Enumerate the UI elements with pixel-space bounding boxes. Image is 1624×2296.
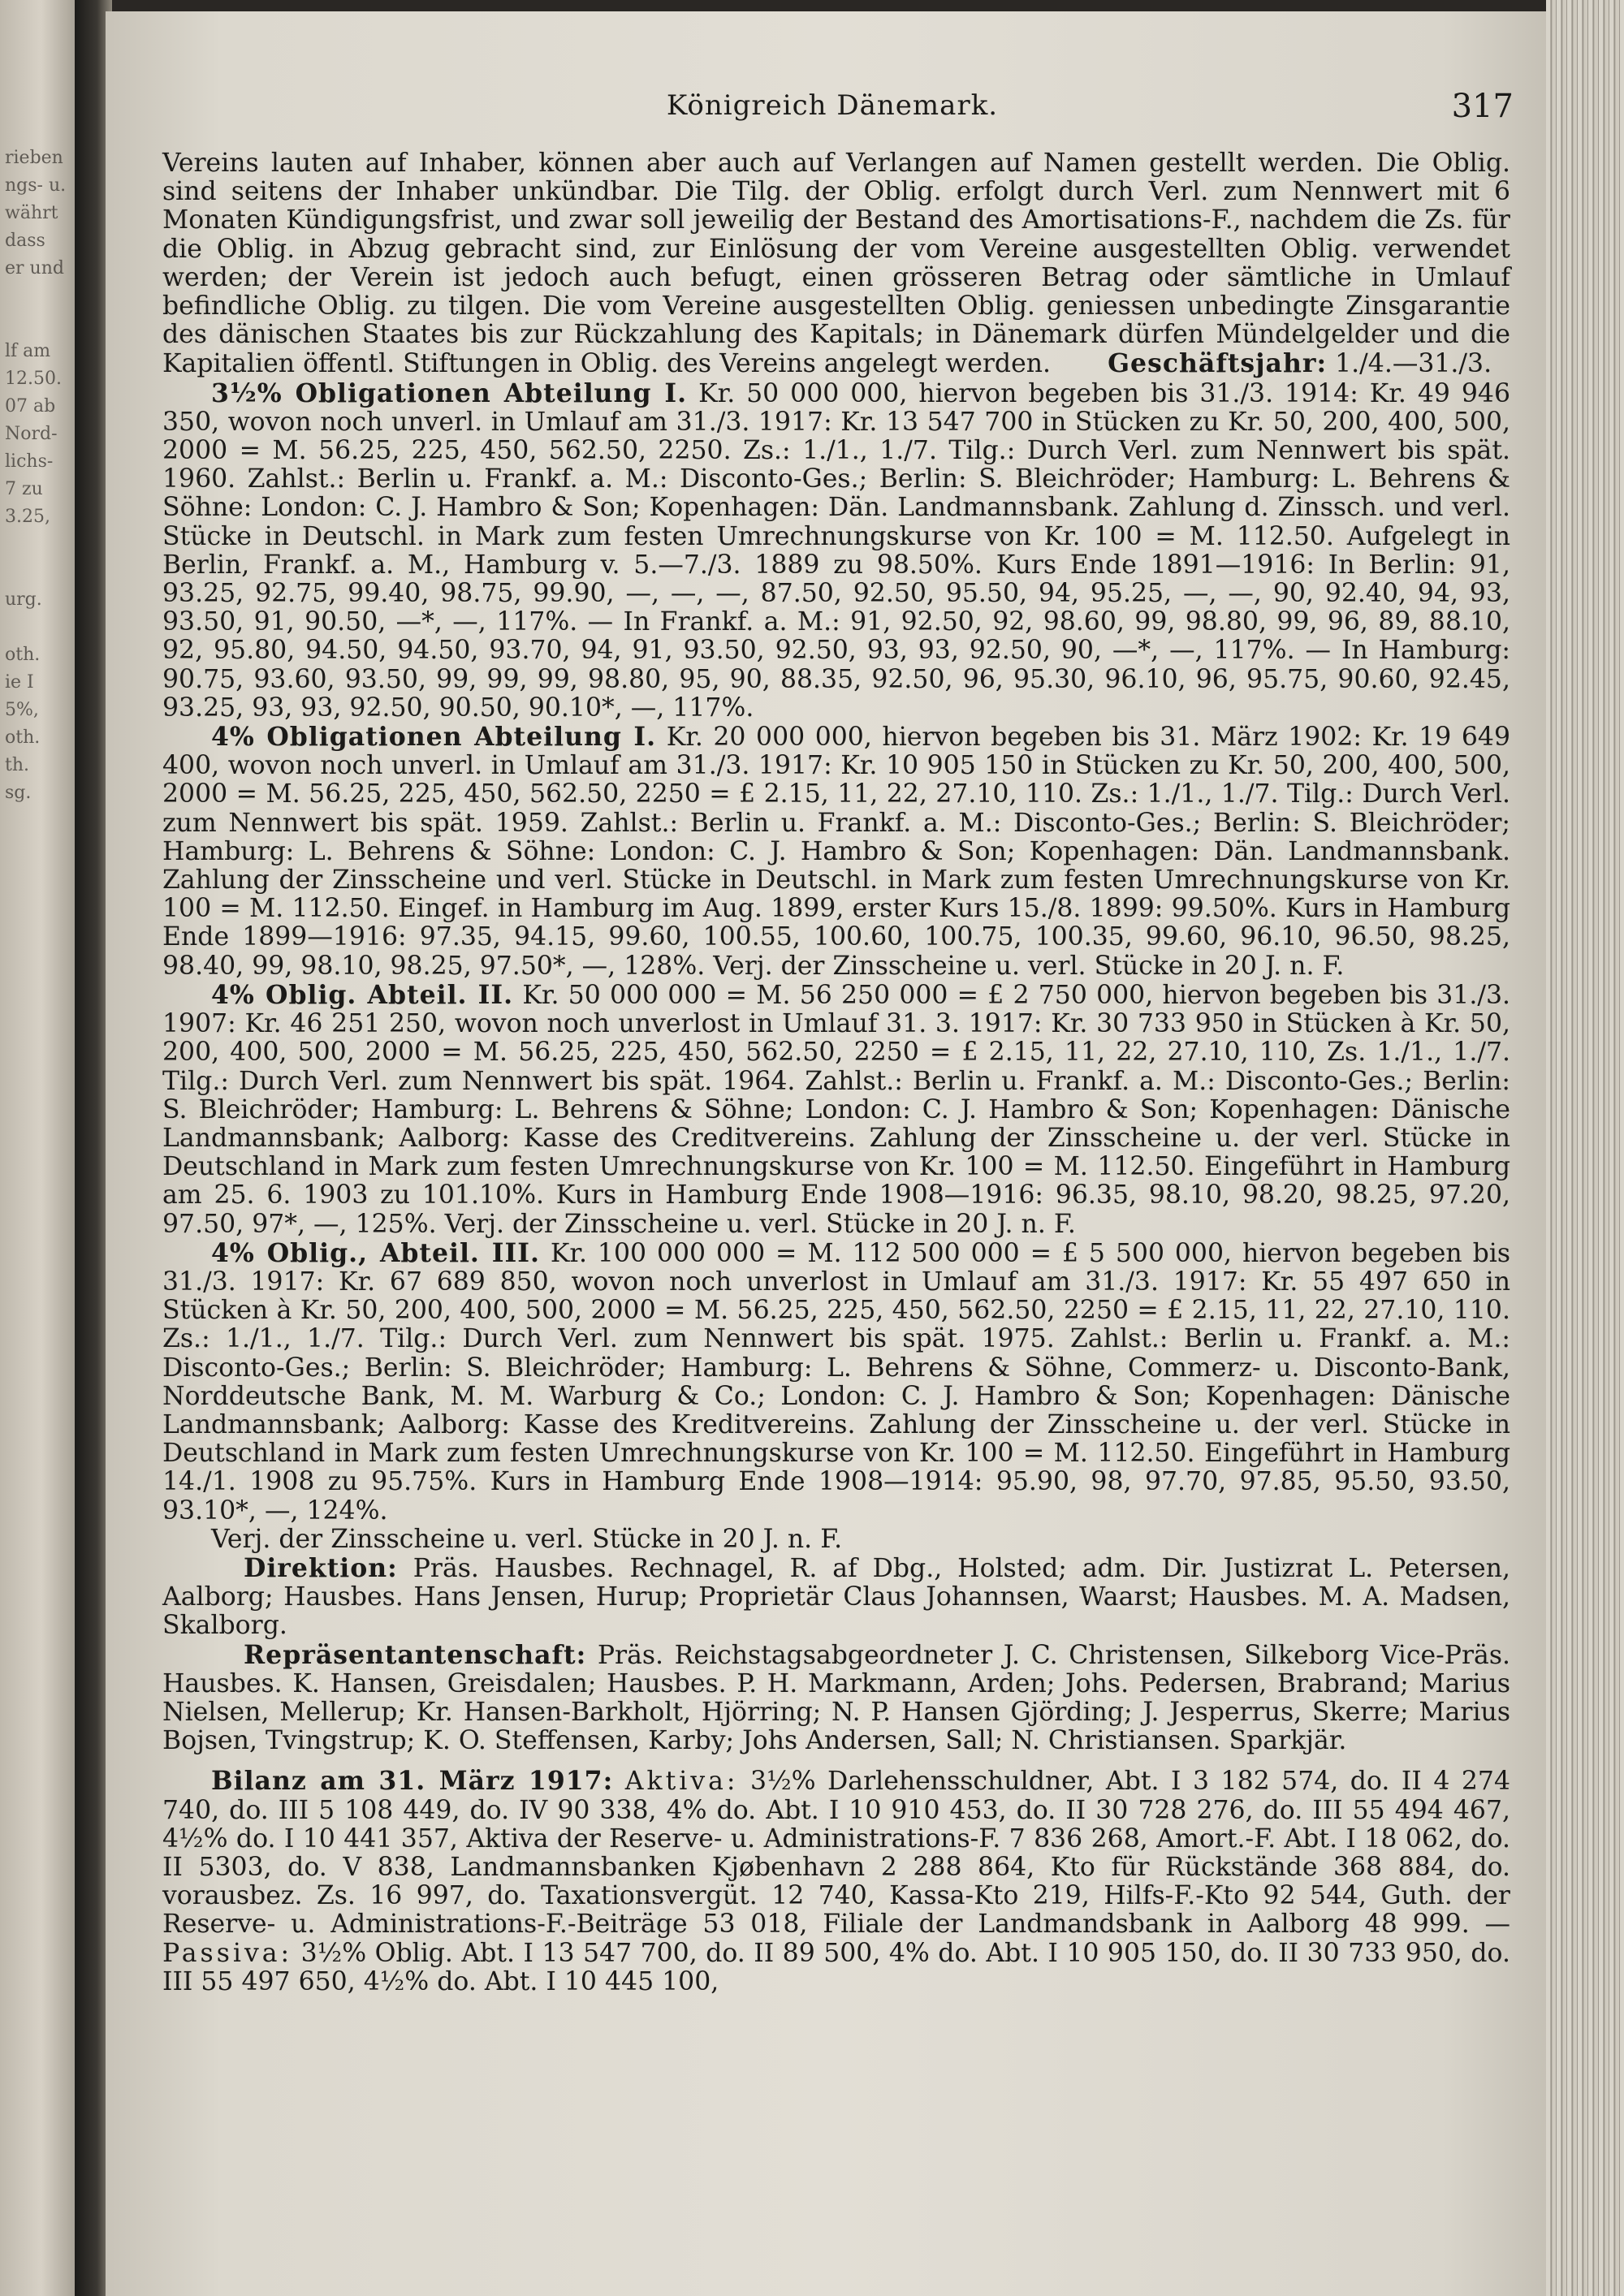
adjacent-page-line: lichs- — [5, 451, 54, 472]
adjacent-page-line: oth. — [5, 645, 41, 665]
adjacent-page-line: oth. — [5, 727, 41, 748]
adjacent-page-line: 12.50. — [5, 369, 62, 389]
page-body — [162, 149, 1510, 1996]
adjacent-page-line: Nord- — [5, 424, 58, 444]
prescription-note — [162, 1526, 1510, 1554]
bond-text: Kr. 100 000 000 = M. 112 500 000 = £ 5 500 000, hiervon begeben bis 31./3. 1917: Kr. 67 689 850, wovon noch unverlost in Umlauf am 31./3. 1917: Kr. 55 497 650 in Stücken à Kr. 50, 200, 400, 500, 2000 = M. 56.25, 225, 450, 562.50, 2250 = £ 2.15, 11, 22, 27.10, 110. Zs.: 1./1., 1./7. Tilg.: Durch Verl. zum Nennwert bis spät. 1975. Zahlst.: Berlin u. Frankf. a. M.: Disconto-Ges.; Berlin: S. Bleichröder; Hamburg: L. Behrens & Söhne, Commerz- u. Disconto-Bank, Norddeutsche Bank, M. M. Warburg & Co.; London: C. J. Hambro & Son; Kopenhagen: Dänische Landmannsbank; Aalborg: Kasse des Kreditvereins. Zahlung der Zinsscheine u. der verl. Stücke in Deutschland in Mark zum festen Umrechnungskurse von Kr. 100 = M. 112.50. Eingeführt in Hamburg 14./1. 1908 zu 95.75%. Kurs in Hamburg Ende 1908—1914: 95.90, 98, 97.70, 97.85, 95.50, 93.50, 93.10*, —, 124%. — [162, 1238, 1510, 1526]
adjacent-page-line: lf am — [5, 341, 51, 361]
adjacent-page-line — [5, 283, 75, 310]
passiva-label: Passiva: — [162, 1938, 293, 1968]
adjacent-page-text — [0, 0, 75, 807]
adjacent-page-line — [5, 310, 75, 338]
intro-text: Vereins lauten auf Inhaber, können aber auch auf Verlangen auf Namen gestellt werden. Die Oblig. sind seitens der Inhaber unkündbar. Die Tilg. der Oblig. erfolgt durch Verl. zum Nennwert mit 6 Monaten Kündigungsfrist, und zwar soll jeweilig der Bestand des Amortisations-F., nachdem die Zs. für die Oblig. in Abzug gebracht sind, zur Einlösung der vom Vereine ausgestellten Oblig. verwendet werden; der Verein ist jedoch auch befugt, einen grösseren Betrag oder sämtliche in Umlauf befindliche Oblig. zu tilgen. Die vom Vereine ausgestellten Oblig. geniessen unbedingte Zinsgarantie des dänischen Staates bis zur Rückzahlung des Kapitals; in Dänemark dürfen Mündelgelder und die Kapitalien öffentl. Stiftungen in Oblig. des Vereins angelegt werden. — [162, 149, 1510, 379]
representatives-label: Repräsentantenschaft: — [244, 1639, 587, 1670]
book-page — [106, 11, 1559, 2296]
bond-section-4-abt-3 — [162, 1239, 1510, 1526]
adjacent-page-fragment — [0, 0, 75, 2296]
adjacent-page-line — [5, 531, 75, 559]
intro-paragraph — [162, 149, 1510, 379]
passiva-text: 3½% Oblig. Abt. I 13 547 700, do. II 89 500, 4% do. Abt. I 10 905 150, do. II 30 733 950, do. III 55 497 650, 4½% do. Abt. I 10 445 100, — [162, 1938, 1510, 1996]
adjacent-page-line — [5, 614, 75, 641]
bond-heading: 4% Oblig., Abteil. III. — [211, 1237, 540, 1268]
adjacent-page-line: rieben — [5, 148, 63, 168]
adjacent-page-line: 3.25, — [5, 507, 50, 527]
adjacent-page-line: ngs- u. — [5, 175, 67, 196]
adjacent-page-line: 07 ab — [5, 396, 56, 416]
adjacent-page-line: 7 zu — [5, 479, 43, 499]
balance-section — [162, 1767, 1510, 1996]
adjacent-page-line: 5%, — [5, 700, 39, 720]
adjacent-page-line: währt — [5, 203, 58, 223]
direktion-section — [162, 1554, 1510, 1641]
adjacent-page-line: th. — [5, 755, 30, 775]
adjacent-page-line: urg. — [5, 589, 42, 610]
aktiva-label: Aktiva: — [624, 1767, 739, 1797]
prescription-text: Verj. der Zinsscheine u. verl. Stücke in 20 J. n. F. — [211, 1524, 843, 1554]
bond-text: Kr. 50 000 000 = M. 56 250 000 = £ 2 750 000, hiervon begeben bis 31./3. 1907: Kr. 46 251 250, wovon noch unverlost in Umlauf 31. 3. 1917: Kr. 30 733 950 in Stücken à Kr. 50, 200, 400, 500, 2000 = M. 56.25, 225, 450, 562.50, 2250 = £ 2.15, 11, 22, 27.10, 110, Zs. 1./1., 1./7. Tilg.: Durch Verl. zum Nennwert bis spät. 1964. Zahlst.: Berlin u. Frankf. a. M.: Disconto-Ges.; Berlin: S. Bleichröder; Hamburg: L. Behrens & Söhne; London: C. J. Hambro & Son; Kopenhagen: Dänische Landmannsbank; Aalborg: Kasse des Creditvereins. Zahlung der Zinsscheine u. der verl. Stücke in Deutschland in Mark zum festen Umrechnungskurse von Kr. 100 = M. 112.50. Eingeführt in Hamburg am 25. 6. 1903 zu 101.10%. Kurs in Hamburg Ende 1908—1916: 96.35, 98.10, 98.20, 98.25, 97.20, 97.50, 97*, —, 125%. Verj. der Zinsscheine u. verl. Stücke in 20 J. n. F. — [162, 980, 1511, 1239]
page-stack-edges — [1546, 0, 1624, 2296]
bond-section-4-abt-1 — [162, 723, 1510, 981]
fiscal-year-value: 1./4.—31./3. — [1335, 349, 1492, 379]
balance-label: Bilanz am 31. März 1917: — [211, 1766, 614, 1797]
running-title: Königreich Dänemark. — [666, 89, 999, 122]
adjacent-page-line: ie I — [5, 672, 34, 693]
bond-heading: 4% Obligationen Abteilung I. — [211, 722, 657, 753]
representatives-text: Präs. Reichstagsabgeordneter J. C. Christensen, Silkeborg Vice-Präs. Hausbes. K. Hansen, Greisdalen; Hausbes. P. H. Markmann, Arden; Johs. Pedersen, Brabrand; Marius Nielsen, Mellerup; Kr. Hansen-Barkholt, Hjörring; N. P. Hansen Gjörding; J. Jesperrus, Skerre; Marius Bojsen, Tvingstrup; K. O. Steffensen, Karby; Johs Andersen, Sall; N. Christiansen. Sparkjär. — [162, 1640, 1511, 1756]
representatives-section — [162, 1641, 1510, 1756]
aktiva-text: 3½% Darlehensschuldner, Abt. I 3 182 574, do. II 4 274 740, do. III 5 108 449, do. IV 90 338, 4% do. Abt. I 10 910 453, do. II 30 728 276, do. III 55 494 467, 4½% do. I 10 441 357, Aktiva der Reserve- u. Administrations-F. 7 836 268, Amort.-F. Abt. I 18 062, do. II 5303, do. V 838, Landmannsbanken Kjøbenhavn 2 288 864, Kto für Rückstände 368 884, do. vorausbez. Zs. 16 997, do. Taxationsvergüt. 12 740, Kassa-Kto 219, Hilfs-F.-Kto 92 544, Guth. der Reserve- u. Administrations-F.-Beiträge 53 018, Filiale der Landmandsbank in Aalborg 48 999. — — [162, 1767, 1510, 1940]
adjacent-page-line: er und — [5, 258, 64, 278]
bond-section-3-5-abt-1 — [162, 379, 1510, 723]
adjacent-page-line: dass — [5, 231, 45, 251]
direktion-text: Präs. Hausbes. Rechnagel, R. af Dbg., Holsted; adm. Dir. Justizrat L. Petersen, Aalborg; Hausbes. Hans Jensen, Hurup; Proprietär Claus Johannsen, Waarst; Hausbes. M. A. Madsen, Skalborg. — [162, 1553, 1510, 1641]
bond-text: Kr. 20 000 000, hiervon begeben bis 31. März 1902: Kr. 19 649 400, wovon noch unverl. in Umlauf am 31./3. 1917: Kr. 10 905 150 in Stücken zu Kr. 50, 200, 400, 500, 2000 = M. 56.25, 225, 450, 562.50, 2250 = £ 2.15, 11, 22, 27.10, 110. Zs.: 1./1., 1./7. Tilg.: Durch Verl. zum Nennwert bis spät. 1959. Zahlst.: Berlin u. Frankf. a. M.: Disconto-Ges.; Berlin: S. Bleichröder; Hamburg: L. Behrens & Söhne: London: C. J. Hambro & Son; Kopenhagen: Dän. Landmannsbank. Zahlung der Zinsscheine und verl. Stücke in Deutschl. in Mark zum festen Umrechnungskurse von Kr. 100 = M. 112.50. Eingef. in Hamburg im Aug. 1899, erster Kurs 15./8. 1899: 99.50%. Kurs in Hamburg Ende 1899—1916: 97.35, 94.15, 99.60, 100.55, 100.60, 100.75, 100.35, 99.60, 96.10, 96.50, 98.25, 98.40, 99, 98.10, 98.25, 97.50*, —, 128%. Verj. der Zinsscheine u. verl. Stücke in 20 J. n. F. — [162, 723, 1510, 981]
bond-text: Kr. 50 000 000, hiervon begeben bis 31./3. 1914: Kr. 49 946 350, wovon noch unverl. in Umlauf am 31./3. 1917: Kr. 13 547 700 in Stücken zu Kr. 50, 200, 400, 500, 2000 = M. 56.25, 225, 450, 562.50, 2250. Zs.: 1./1., 1./7. Tilg.: Durch Verl. zum Nennwert bis spät. 1960. Zahlst.: Berlin u. Frankf. a. M.: Disconto-Ges.; Berlin: S. Bleichröder; Hamburg: L. Behrens & Söhne: London: C. J. Hambro & Son; Kopenhagen: Dän. Landmannsbank. Zahlung d. Zinssch. und verl. Stücke in Deutschl. in Mark zum festen Umrechnungskurse von Kr. 100 = M. 112.50. Aufgelegt in Berlin, Frankf. a. M., Hamburg v. 5.—7./3. 1889 zu 98.50%. Kurs Ende 1891—1916: In Berlin: 91, 93.25, 92.75, 99.40, 98.75, 99.90, —, —, —, 87.50, 92.50, 95.50, 94, 95.25, —, —, 90, 92.40, 94, 93, 93.50, 91, 90.50, —*, —, 117%. — In Frankf. a. M.: 91, 92.50, 92, 98.60, 99, 98.80, 99, 96, 89, 88.10, 92, 95.80, 94.50, 94.50, 93.70, 94, 91, 93.50, 92.50, 93, 93, 92.50, 90, —*, —, 117%. — In Hamburg: 90.75, 93.60, 93.50, 99, 99, 99, 98.80, 95, 90, 88.35, 92.50, 96, 95.30, 96.10, 96, 95.75, 90.60, 92.45, 93.25, 93, 93, 92.50, 90.50, 90.10*, —, 117%. — [162, 378, 1510, 723]
bond-heading: 3½% Obligationen Abteilung I. — [211, 378, 688, 408]
bond-section-4-abt-2 — [162, 981, 1510, 1239]
page-number: 317 — [1451, 88, 1514, 125]
direktion-label: Direktion: — [244, 1552, 398, 1583]
bond-heading: 4% Oblig. Abteil. II. — [211, 979, 514, 1010]
fiscal-year-label: Geschäftsjahr: — [1108, 348, 1328, 379]
adjacent-page-line: sg. — [5, 783, 32, 803]
page-header — [106, 89, 1559, 138]
adjacent-page-line — [5, 559, 75, 586]
